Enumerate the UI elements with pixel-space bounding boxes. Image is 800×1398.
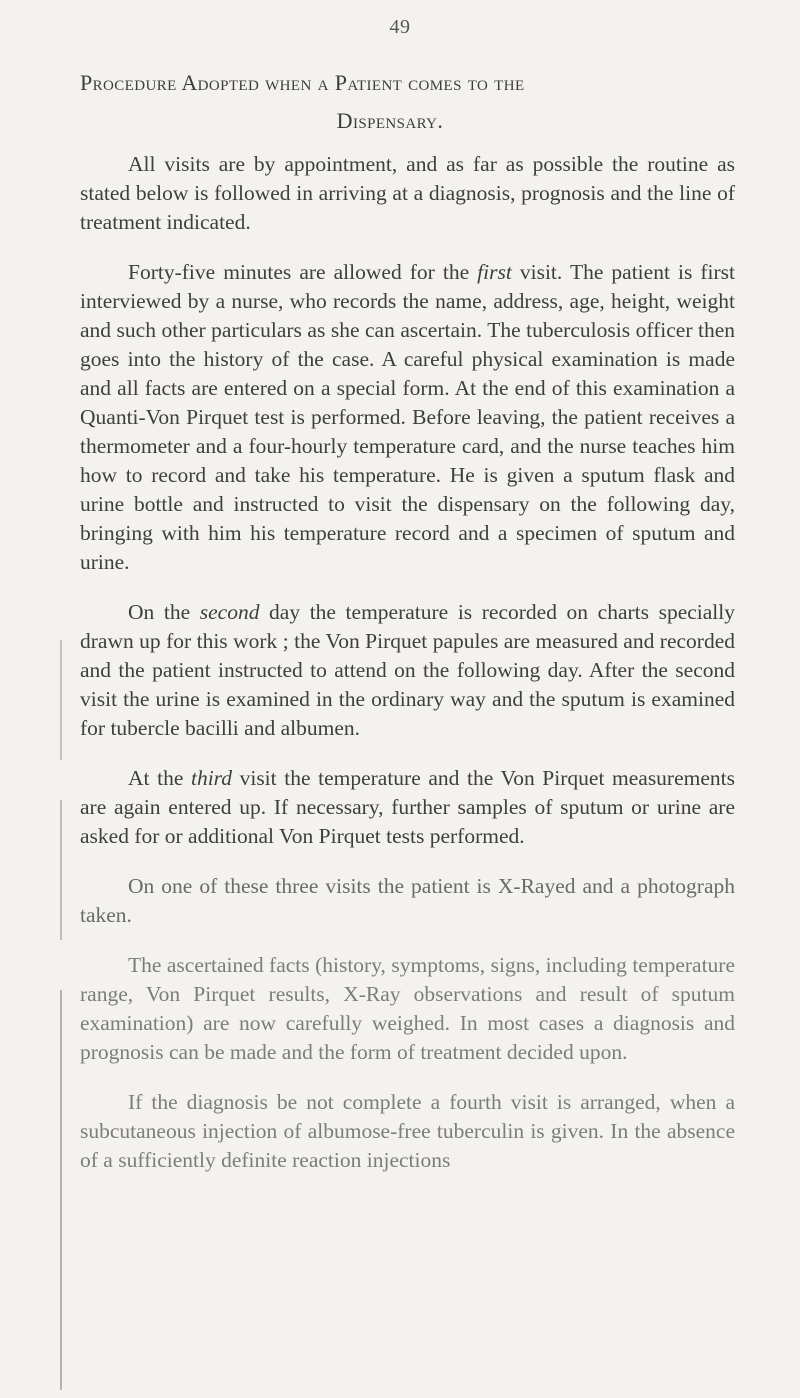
heading-line-2: Dispensary.: [336, 108, 444, 133]
emphasis-second: second: [199, 600, 260, 624]
paragraph-5: On one of these three visits the patient is X-Rayed and a photograph taken.: [80, 874, 735, 927]
margin-scan-mark: [60, 800, 62, 940]
margin-scan-mark: [60, 990, 62, 1390]
section-heading: [80, 64, 740, 140]
paragraph-4: At the third visit the temperature and the Von Pirquet measurements are again entered up. If necessary, further samples of sputum or urine are asked for or additional Von Pirquet tests performed.: [80, 766, 735, 848]
body-text: [80, 150, 735, 1196]
heading-line-1: Procedure Adopted when a Patient comes to the: [80, 70, 525, 95]
paragraph-7: If the diagnosis be not complete a fourth visit is arranged, when a subcutaneous injection of albumose-free tuberculin is given. In the absence of a sufficiently definite reaction injections: [80, 1090, 735, 1172]
page-number: 49: [389, 16, 411, 38]
paragraph-1: All visits are by appointment, and as far as possible the routine as stated below is followed in arriving at a diagnosis, prognosis and the line of treatment indicated.: [80, 152, 735, 234]
margin-scan-mark: [60, 640, 62, 760]
emphasis-first: first: [477, 260, 512, 284]
paragraph-6: The ascertained facts (history, symptoms, signs, including temperature range, Von Pirquet results, X-Ray observations and result of sputum examination) are now carefully weighed. In most cases a diagnosis and prognosis can be made and the form of treatment decided upon.: [80, 953, 735, 1064]
paragraph-2: Forty-five minutes are allowed for the first visit. The patient is first interviewed by a nurse, who records the name, address, age, height, weight and such other particulars as she can ascertain. The tuberculosis officer then goes into the history of the case. A careful physical examination is made and all facts are entered on a special form. At the end of this examination a Quanti-Von Pirquet test is performed. Before leaving, the patient receives a thermometer and a four-hourly temperature card, and the nurse teaches him how to record and take his temperature. He is given a sputum flask and urine bottle and instructed to visit the dispensary on the following day, bringing with him his temperature record and a specimen of sputum and urine.: [80, 260, 735, 574]
paragraph-3: On the second day the temperature is recorded on charts specially drawn up for this work ; the Von Pirquet papules are measured and recorded and the patient instructed to attend on the following day. After the second visit the urine is examined in the ordinary way and the sputum is examined for tubercle bacilli and albumen.: [80, 600, 735, 740]
emphasis-third: third: [190, 766, 232, 790]
